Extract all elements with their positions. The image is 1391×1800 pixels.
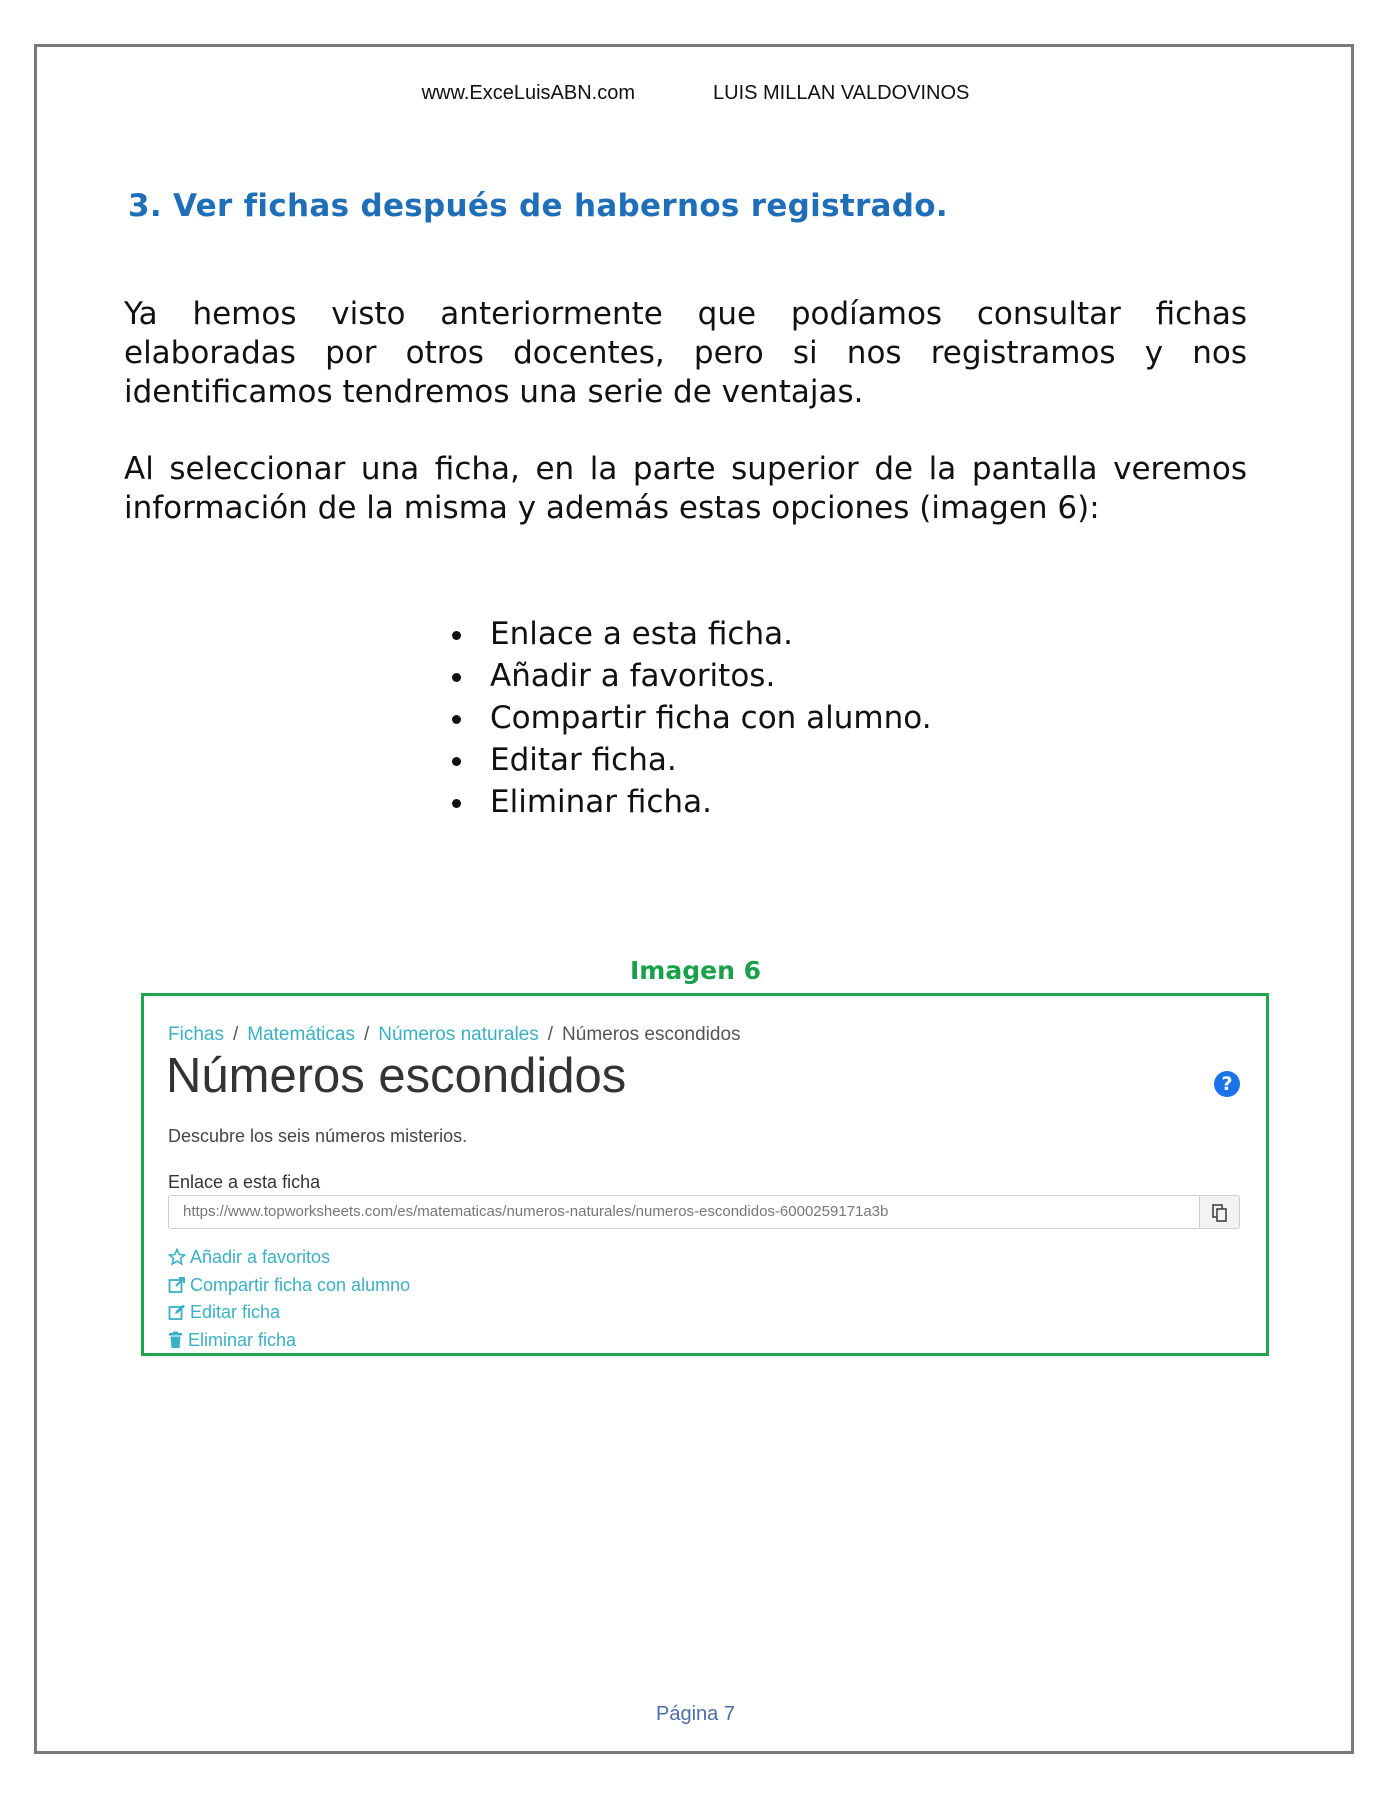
delete-worksheet-link[interactable]: Eliminar ficha bbox=[168, 1327, 410, 1355]
breadcrumb: Fichas / Matemáticas / Números naturales / Números escondidos bbox=[168, 1024, 741, 1045]
list-item: Editar ficha. bbox=[440, 739, 932, 781]
breadcrumb-current: Números escondidos bbox=[562, 1024, 741, 1045]
link-label: Enlace a esta ficha bbox=[168, 1172, 321, 1192]
section-title: 3. Ver fichas después de habernos registrado. bbox=[128, 188, 948, 224]
bullet-icon bbox=[452, 673, 461, 682]
trash-icon bbox=[168, 1331, 184, 1349]
worksheet-screenshot bbox=[141, 993, 1269, 1356]
page-header bbox=[0, 82, 1391, 105]
bullet-icon bbox=[452, 715, 461, 724]
page-title: Números escondidos bbox=[166, 1049, 627, 1103]
link-row bbox=[168, 1195, 1240, 1229]
list-item: Enlace a esta ficha. bbox=[440, 613, 932, 655]
edit-icon bbox=[168, 1303, 186, 1321]
worksheet-actions bbox=[168, 1244, 410, 1354]
add-favorite-link[interactable]: Añadir a favoritos bbox=[168, 1244, 410, 1272]
worksheet-description: Descubre los seis números misterios. bbox=[168, 1126, 468, 1146]
bullet-icon bbox=[452, 757, 461, 766]
page-number: Página 7 bbox=[656, 1703, 735, 1725]
list-item: Añadir a favoritos. bbox=[440, 655, 932, 697]
breadcrumb-matematicas[interactable]: Matemáticas bbox=[247, 1024, 355, 1045]
link-url-field[interactable]: https://www.topworksheets.com/es/matematicas/numeros-naturales/numeros-escondidos-6000259171a3b bbox=[168, 1195, 1200, 1229]
bullet-icon bbox=[452, 799, 461, 808]
list-item: Compartir ficha con alumno. bbox=[440, 697, 932, 739]
edit-worksheet-link[interactable]: Editar ficha bbox=[168, 1299, 410, 1327]
copy-icon bbox=[1212, 1204, 1228, 1222]
image-caption: Imagen 6 bbox=[630, 956, 761, 985]
list-item: Eliminar ficha. bbox=[440, 781, 932, 823]
options-list bbox=[440, 613, 932, 823]
breadcrumb-fichas[interactable]: Fichas bbox=[168, 1024, 224, 1045]
question-circle-icon[interactable]: ? bbox=[1214, 1071, 1240, 1097]
bullet-icon bbox=[452, 631, 461, 640]
copy-link-button[interactable] bbox=[1199, 1195, 1240, 1229]
breadcrumb-numeros-naturales[interactable]: Números naturales bbox=[378, 1024, 539, 1045]
paragraph-options: Al seleccionar una ficha, en la parte superior de la pantalla veremos información de la misma y además estas opciones (imagen 6): bbox=[124, 451, 1247, 526]
header-author: LUIS MILLAN VALDOVINOS bbox=[713, 82, 970, 104]
header-site: www.ExceLuisABN.com bbox=[421, 82, 635, 104]
share-with-student-link[interactable]: Compartir ficha con alumno bbox=[168, 1272, 410, 1300]
share-icon bbox=[168, 1276, 186, 1294]
paragraph-intro: Ya hemos visto anteriormente que podíamos consultar fichas elaboradas por otros docentes, pero si nos registramos y nos identificamos tendremos una serie de ventajas. bbox=[124, 296, 1247, 410]
star-icon bbox=[168, 1248, 186, 1266]
